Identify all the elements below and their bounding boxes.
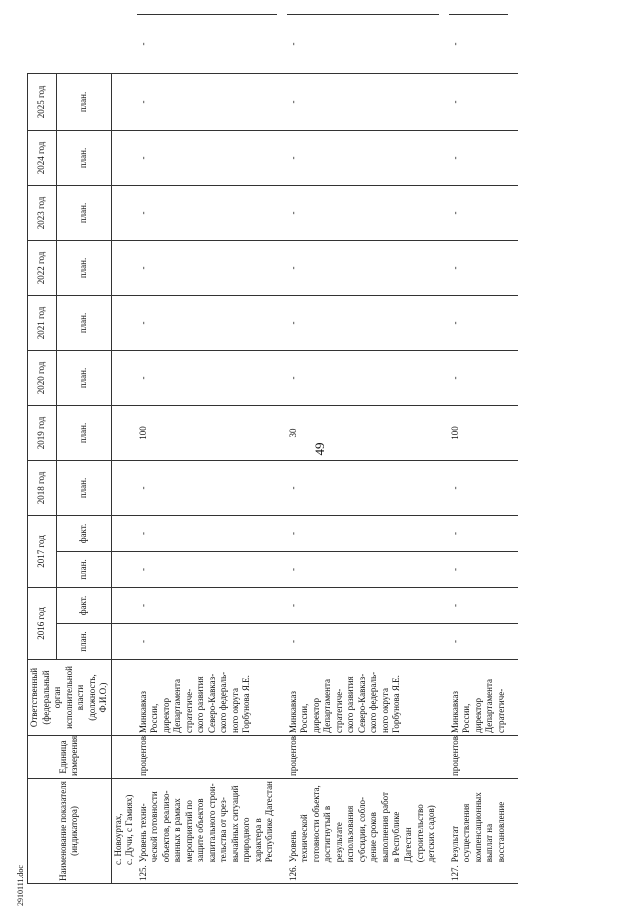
- value-cell: -: [137, 15, 277, 74]
- header-responsible: Ответственный (федеральный орган исполнительной власти (должность, Ф.И.О.): [28, 660, 112, 736]
- header-2023-plan: план.: [56, 185, 111, 240]
- indicator-name-cell: [287, 779, 439, 884]
- value-cell: -: [287, 460, 439, 515]
- value-cell: -: [449, 73, 509, 130]
- value-cell: -: [287, 624, 439, 660]
- responsible-cell: Минкавказ России, директор Департамента стратегиче- ского развития Северо-Кавказ- ского федераль- ного округа Горбунова Я.Е.: [287, 660, 439, 736]
- page-number: 49: [312, 442, 327, 456]
- value-cell: -: [449, 587, 509, 623]
- footer-filename: 2910111.doc: [16, 865, 25, 906]
- table-row: [449, 15, 509, 884]
- header-2023: 2023 год: [28, 185, 57, 240]
- value-cell: -: [287, 515, 439, 551]
- header-2016: 2016 год: [28, 587, 57, 659]
- indicator-name-cell: [449, 779, 509, 884]
- header-2017: 2017 год: [28, 515, 57, 587]
- header-2019-plan: план.: [56, 405, 111, 460]
- header-2022: 2022 год: [28, 240, 57, 295]
- indicator-name: Уровень технической готовности объекта, достигнутый в результате использования субсидии, собло- дение сроков выполнения работ в Республике Дагестан (строительство детских садов): [287, 785, 437, 863]
- value-cell: -: [449, 130, 509, 185]
- value-cell: -: [449, 295, 509, 350]
- value-cell: -: [449, 350, 509, 405]
- header-2017-plan: план.: [56, 551, 111, 587]
- responsible-cell: Минкавказ России, директор Департамента стратегиче- ского развития Северо-Кавказ- ского федераль- ного округа Горбунова Я.Е.: [137, 660, 277, 736]
- value-cell: -: [137, 515, 277, 551]
- value-cell: -: [137, 624, 277, 660]
- header-2021-plan: план.: [56, 295, 111, 350]
- header-name: Наименование показателя (индикатора): [28, 779, 112, 884]
- value-cell: -: [449, 515, 509, 551]
- indicator-table: [27, 14, 617, 884]
- header-2018-plan: план.: [56, 460, 111, 515]
- responsible-cell: Минкавказ России, директор Департамента стратегиче-: [449, 660, 509, 736]
- table-row: [137, 15, 277, 884]
- value-cell: -: [137, 73, 277, 130]
- value-cell: -: [287, 587, 439, 623]
- header-2016-plan: план.: [56, 624, 111, 660]
- value-cell: -: [287, 130, 439, 185]
- value-cell: -: [287, 240, 439, 295]
- value-cell: -: [287, 73, 439, 130]
- row-number: 127.: [449, 865, 460, 881]
- indicator-name: Результат осуществления компенсационных выплат на восстановление: [449, 792, 506, 863]
- header-2021: 2021 год: [28, 295, 57, 350]
- value-cell: -: [449, 185, 509, 240]
- row-number: 125.: [137, 865, 148, 881]
- continuation-text: с. Новоуртах, с. Дучи, с Гамиях): [111, 779, 137, 884]
- value-cell: -: [137, 240, 277, 295]
- header-unit: Единица измерения: [28, 736, 112, 779]
- header-2018: 2018 год: [28, 460, 57, 515]
- value-cell: -: [449, 551, 509, 587]
- header-2019: 2019 год: [28, 405, 57, 460]
- header-2024: 2024 год: [28, 130, 57, 185]
- header-2020-plan: план.: [56, 350, 111, 405]
- header-2017-fact: факт.: [56, 515, 111, 551]
- value-cell: 30: [287, 405, 439, 460]
- value-cell: -: [449, 624, 509, 660]
- value-cell: -: [137, 460, 277, 515]
- header-2025-plan: план.: [56, 73, 111, 130]
- value-cell: -: [137, 551, 277, 587]
- value-cell: -: [137, 350, 277, 405]
- value-cell: -: [287, 295, 439, 350]
- header-2020: 2020 год: [28, 350, 57, 405]
- value-cell: -: [287, 350, 439, 405]
- value-cell: -: [449, 460, 509, 515]
- header-2024-plan: план.: [56, 130, 111, 185]
- value-cell: -: [137, 185, 277, 240]
- table-row: [287, 15, 439, 884]
- unit-cell: процентов: [137, 736, 277, 779]
- value-cell: -: [287, 551, 439, 587]
- value-cell: 100: [137, 405, 277, 460]
- row-number: 126.: [287, 865, 298, 881]
- value-cell: -: [449, 15, 509, 74]
- value-cell: -: [287, 15, 439, 74]
- header-2016-fact: факт.: [56, 587, 111, 623]
- value-cell: -: [137, 295, 277, 350]
- unit-cell: процентов: [287, 736, 439, 779]
- unit-cell: процентов: [449, 736, 509, 779]
- header-2025: 2025 год: [28, 73, 57, 130]
- value-cell: -: [449, 240, 509, 295]
- continuation-row: [111, 15, 137, 884]
- value-cell: 100: [449, 405, 509, 460]
- indicator-name: Уровень техни- ческой готовности объектов, реализо- ванных в рамках мероприятий по защите объектов капитального строи- тельства от чрез- вычайных ситуаций природного характера в Республике Дагестан: [137, 781, 275, 863]
- indicator-name-cell: [137, 779, 277, 884]
- value-cell: -: [137, 130, 277, 185]
- value-cell: -: [137, 587, 277, 623]
- value-cell: -: [287, 185, 439, 240]
- header-2022-plan: план.: [56, 240, 111, 295]
